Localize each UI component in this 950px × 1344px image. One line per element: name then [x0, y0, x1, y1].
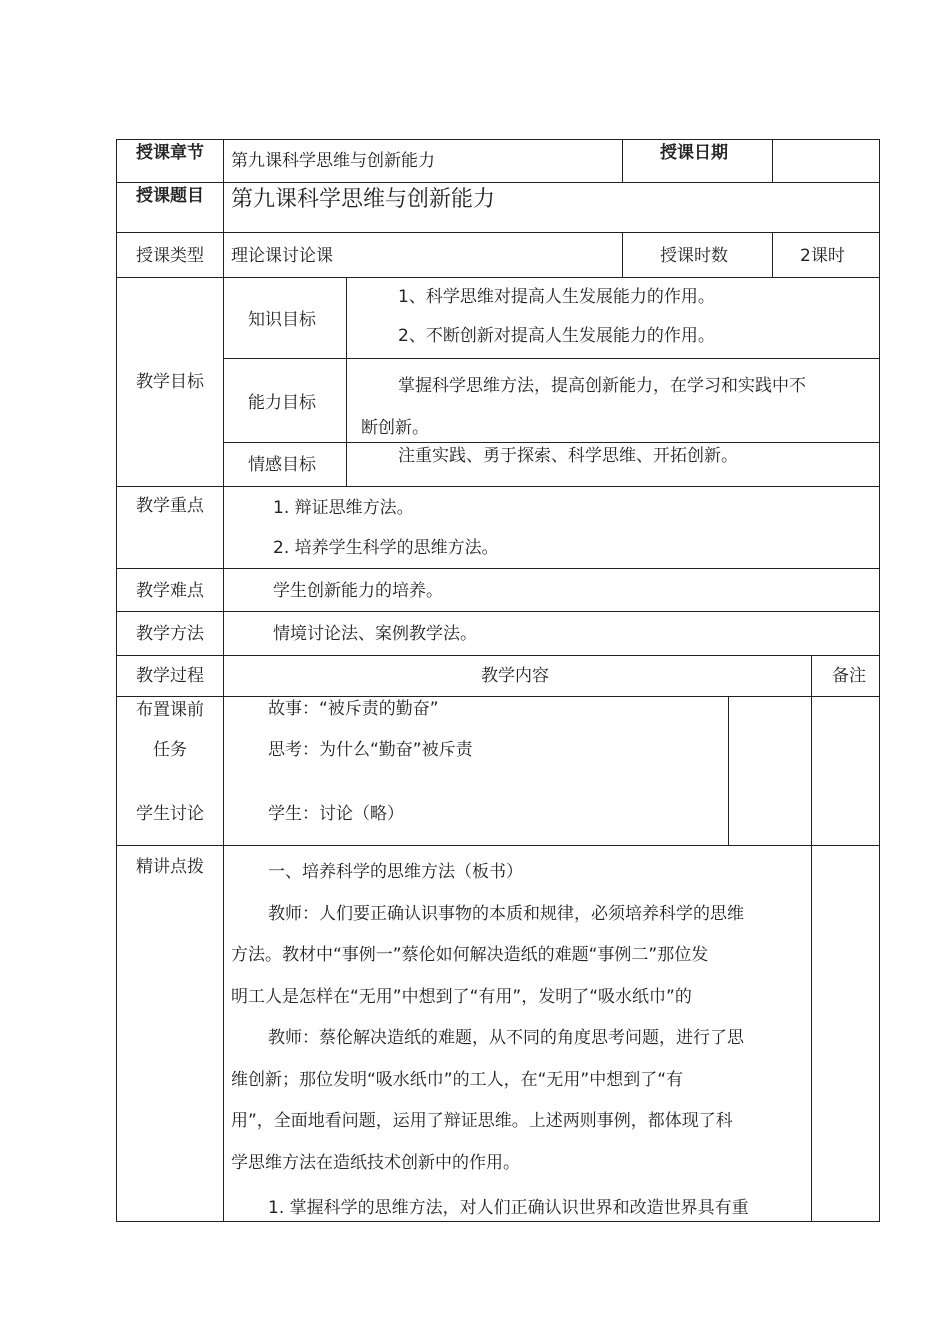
rule	[223, 139, 224, 1222]
rule	[116, 845, 880, 846]
pre-task-label: 布置课前	[136, 700, 204, 720]
rule	[116, 277, 880, 278]
hours-value: 2课时	[800, 246, 845, 266]
notes-header: 备注	[832, 666, 866, 686]
pre-task-label: 学生讨论	[136, 804, 204, 824]
rule	[116, 232, 880, 233]
method-label: 教学方法	[136, 624, 204, 644]
process-label: 教学过程	[136, 666, 204, 686]
key-points-label: 教学重点	[136, 496, 204, 516]
rule	[116, 696, 880, 697]
lecture-line: 教师：蔡伦解决造纸的难题，从不同的角度思考问题，进行了思	[268, 1028, 744, 1048]
lecture-line: 维创新；那位发明“吸水纸巾”的工人，在“无用”中想到了“有	[231, 1070, 684, 1090]
rule	[116, 655, 880, 656]
date-label: 授课日期	[660, 143, 728, 163]
lecture-line: 学思维方法在造纸技术创新中的作用。	[231, 1153, 520, 1173]
emotion-label: 情感目标	[248, 455, 316, 475]
lecture-line: 1. 掌握科学的思维方法，对人们正确认识世界和改造世界具有重	[268, 1198, 749, 1218]
rule	[116, 568, 880, 569]
difficulty-value: 学生创新能力的培养。	[273, 581, 443, 601]
knowledge-line: 1、科学思维对提高人生发展能力的作用。	[398, 287, 715, 307]
rule	[223, 358, 880, 359]
knowledge-line: 2、不断创新对提高人生发展能力的作用。	[398, 326, 715, 346]
rule	[116, 1221, 880, 1222]
lecture-line: 教师：人们要正确认识事物的本质和规律，必须培养科学的思维	[268, 904, 744, 924]
knowledge-label: 知识目标	[248, 310, 316, 330]
pre-task-line: 学生：讨论（略）	[268, 804, 404, 824]
pre-task-line: 故事：“被斥责的勤奋”	[268, 699, 439, 719]
key-point-item: 2. 培养学生科学的思维方法。	[273, 538, 499, 558]
method-value: 情境讨论法、案例教学法。	[273, 624, 477, 644]
rule	[116, 139, 880, 140]
objectives-label: 教学目标	[136, 372, 204, 392]
topic-value: 第九课科学思维与创新能力	[231, 187, 496, 212]
chapter-label: 授课章节	[136, 143, 204, 163]
chapter-value: 第九课科学思维与创新能力	[231, 151, 435, 171]
rule	[223, 442, 880, 443]
lecture-line: 一、培养科学的思维方法（板书）	[268, 862, 523, 882]
hours-label: 授课时数	[660, 246, 728, 266]
lecture-line: 方法。教材中“事例一”蔡伦如何解决造纸的难题“事例二”那位发	[231, 945, 709, 965]
rule	[116, 486, 880, 487]
pre-task-label: 任务	[153, 740, 187, 760]
rule	[116, 182, 880, 183]
rule	[879, 139, 880, 1222]
rule	[728, 696, 729, 846]
difficulty-label: 教学难点	[136, 581, 204, 601]
rule	[622, 139, 623, 183]
rule	[622, 232, 623, 278]
key-point-item: 1. 辩证思维方法。	[273, 498, 414, 518]
rule	[116, 139, 117, 1222]
ability-label: 能力目标	[248, 393, 316, 413]
rule	[772, 232, 773, 278]
lecture-label: 精讲点拨	[136, 857, 204, 877]
emotion-line: 注重实践、勇于探索、科学思维、开拓创新。	[398, 446, 738, 466]
rule	[811, 655, 812, 1222]
rule	[346, 277, 347, 487]
lecture-line: 用”，全面地看问题，运用了辩证思维。上述两则事例，都体现了科	[231, 1111, 733, 1131]
rule	[116, 611, 880, 612]
ability-line: 断创新。	[361, 418, 429, 438]
type-value: 理论课讨论课	[231, 246, 333, 266]
type-label: 授课类型	[136, 246, 204, 266]
content-header: 教学内容	[481, 666, 549, 686]
topic-label: 授课题目	[136, 186, 204, 206]
lecture-line: 明工人是怎样在“无用”中想到了“有用”，发明了“吸水纸巾”的	[231, 987, 692, 1007]
rule	[772, 139, 773, 183]
pre-task-line: 思考：为什么“勤奋”被斥责	[268, 740, 473, 760]
ability-line: 掌握科学思维方法，提高创新能力，在学习和实践中不	[398, 376, 806, 396]
